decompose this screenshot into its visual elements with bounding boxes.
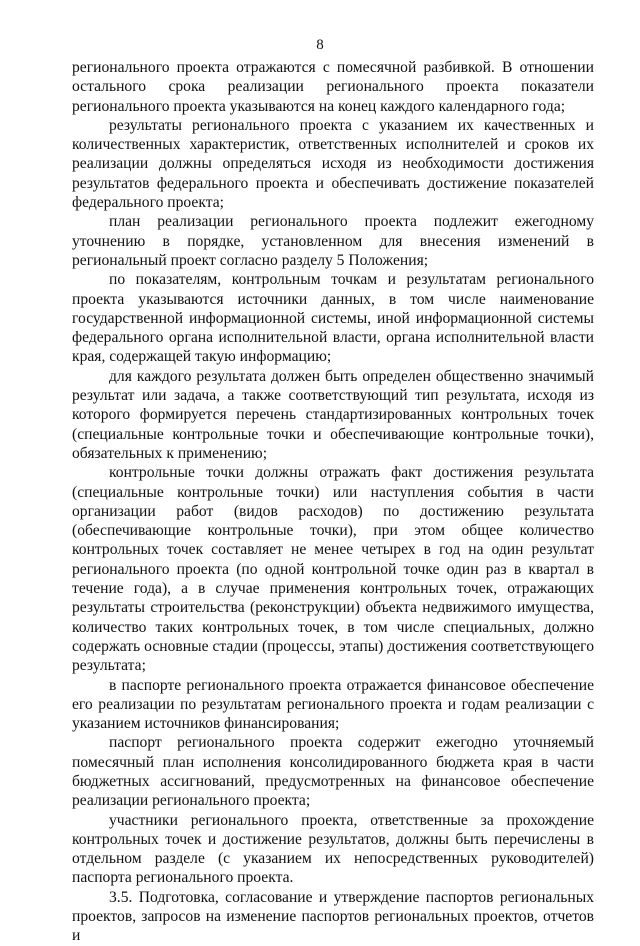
paragraph-7: в паспорте регионального проекта отражается финансовое обеспечение его реализации по результатам регионального проекта и годам реализации с указанием источников финансирования;: [72, 676, 594, 733]
paragraph-5: для каждого результата должен быть определен общественно значимый результат или задача, а также соответствующий тип результата, исходя из которого формируется перечень стандартизированных контрольных точек (специальные контрольные точки и обеспечивающие контрольные точки), обязательных к применению;: [72, 367, 594, 462]
paragraph-9: участники регионального проекта, ответственные за прохождение контрольных точек и достижение результатов, должны быть перечислены в отдельном разделе (с указанием их непосредственных руководителей) паспорта регионального проекта.: [72, 811, 594, 887]
page-number: 8: [316, 37, 324, 53]
paragraph-3: план реализации регионального проекта подлежит ежегодному уточнению в порядке, установленном для внесения изменений в региональный проект согласно разделу 5 Положения;: [72, 213, 594, 269]
paragraph-1: регионального проекта отражаются с помесячной разбивкой. В отношении остального срока реализации регионального проекта показатели регионального проекта указываются на конец каждого календарного года;: [72, 59, 594, 115]
body-text: [72, 58, 594, 946]
paragraph-6: контрольные точки должны отражать факт достижения результата (специальные контрольные точки) или наступления события в части организации работ (видов расходов) по достижению результата (обеспечивающие контрольные точки), при этом общее количество контрольных точек составляет не менее четырех в год на один результат регионального проекта (по одной контрольной точке один раз в квартал в течение года), а в случае применения контрольных точек, отражающих результаты строительства (реконструкции) объекта недвижимого имущества, количество таких контрольных точек, в том числе специальных, должно содержать основные стадии (процессы, этапы) достижения соответствующего результата;: [72, 464, 594, 675]
paragraph-10: 3.5. Подготовка, согласование и утверждение паспортов региональных проектов, запросов на изменение паспортов региональных проектов, отчетов и: [72, 888, 594, 945]
paragraph-8: паспорт регионального проекта содержит ежегодно уточняемый помесячный план исполнения консолидированного бюджета края в части бюджетных ассигнований, предусмотренных на финансовое обеспечение реализации регионального проекта;: [72, 734, 594, 810]
paragraph-4: по показателям, контрольным точкам и результатам регионального проекта указываются источники данных, в том числе наименование государственной информационной системы, иной информационной системы федерального органа исполнительной власти, органа исполнительной власти края, содержащей такую информацию;: [72, 271, 594, 366]
paragraph-2: результаты регионального проекта с указанием их качественных и количественных характеристик, ответственных исполнителей и сроков их реализации должны определяться исходя из необходимости достижения результатов федерального проекта и обеспечивать достижение показателей федерального проекта;: [72, 116, 594, 212]
